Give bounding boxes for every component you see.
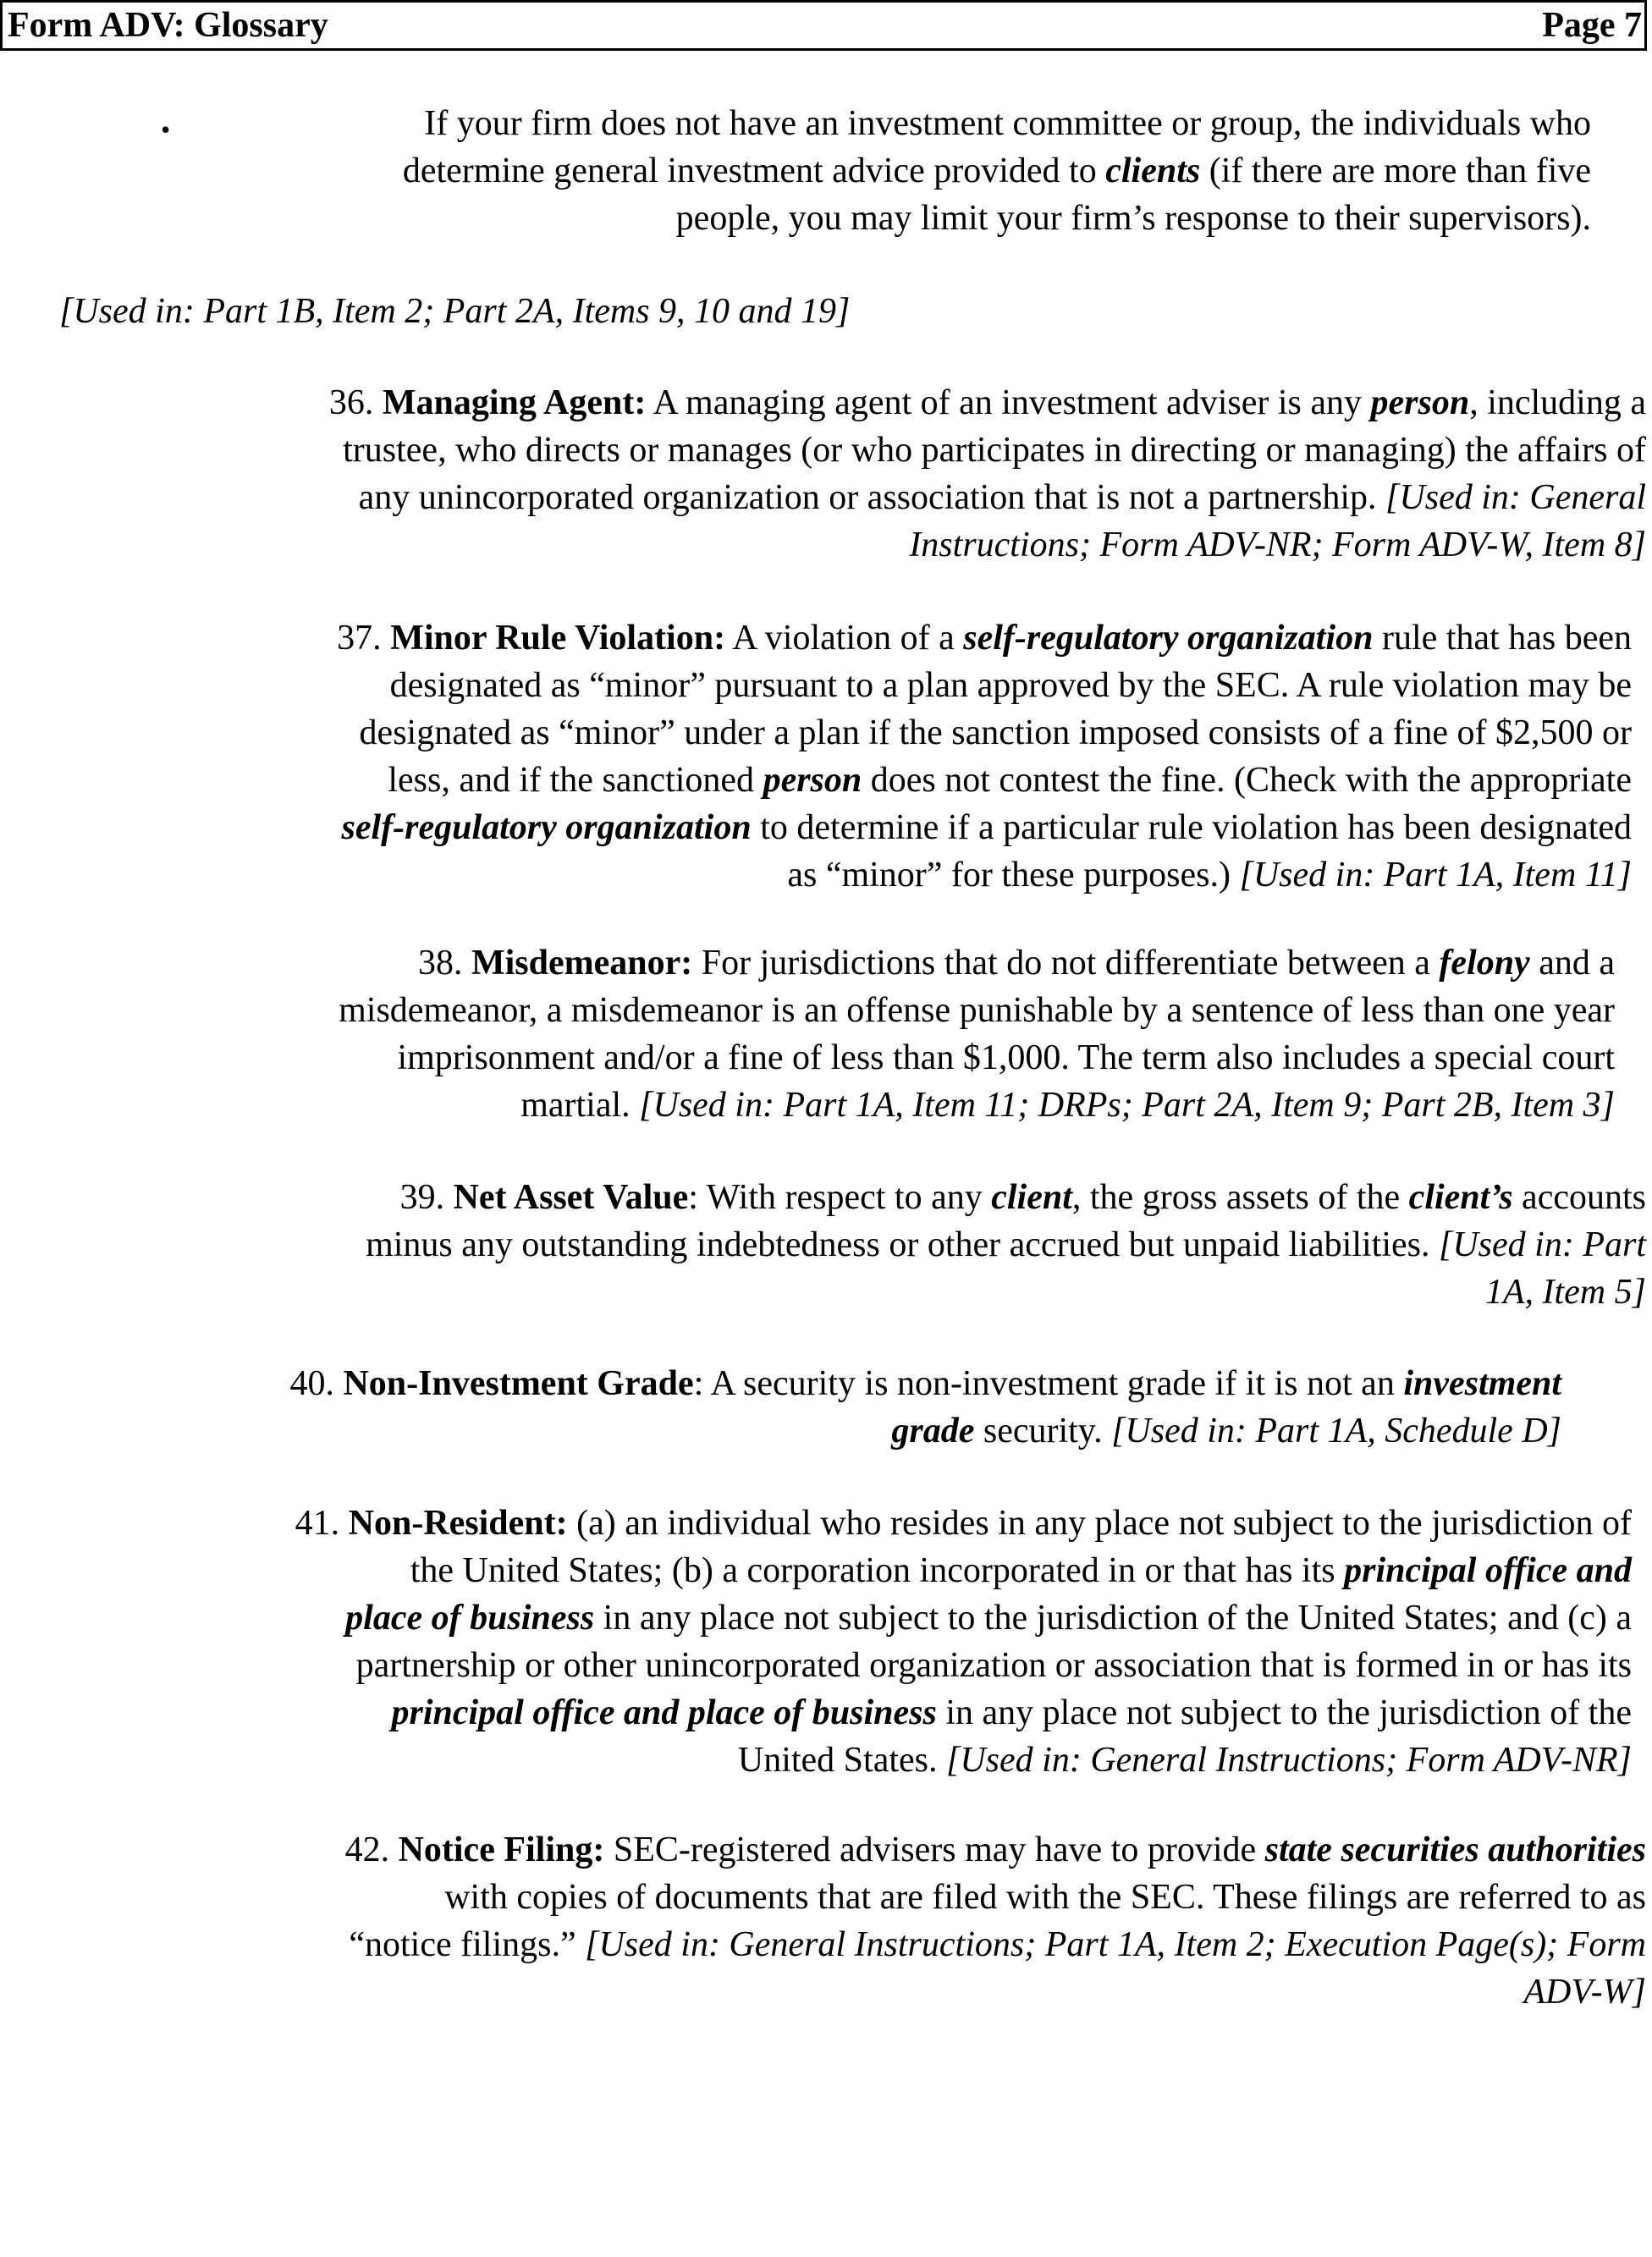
entry-37-line-1: 37. Minor Rule Violation: A violation of a self-regulatory organization rule that has been [337,619,1632,658]
term-title: Net Asset Value [453,1178,689,1217]
glossary-entry-42 [51,1826,1646,2016]
glossary-entry-41 [51,1500,1632,1784]
header-title: Form ADV: Glossary [8,6,328,45]
entry-39-line-1: 39. Net Asset Value: With respect to any client, the gross assets of the client’s accounts [399,1178,1646,1217]
entry-41-line-1: 41. Non-Resident: (a) an individual who resides in any place not subject to the jurisdiction of [295,1504,1632,1543]
entry-41-line-2: the United States; (b) a corporation incorporated in or that has its principal office and [410,1551,1632,1590]
term-title: Non-Resident: [348,1504,568,1543]
entry-37-line-4: less, and if the sanctioned person does not contest the fine. (Check with the appropriate [388,761,1632,800]
entry-37-line-2: designated as “minor” pursuant to a plan approved by the SEC. A rule violation may be [389,666,1632,705]
entry-41-line-3: place of business in any place not subject to the jurisdiction of the United States; and (c) a [345,1599,1632,1638]
entry-42-line-3: “notice filings.” [Used in: General Instructions; Part 1A, Item 2; Execution Page(s); Form [349,1925,1646,1964]
entry-42-line-4: ADV-W] [1523,1973,1646,2012]
glossary-entry-36 [51,379,1646,569]
entry-38-line-4: martial. [Used in: Part 1A, Item 11; DRPs; Part 2A, Item 9; Part 2B, Item 3] [520,1086,1615,1125]
entry-39-line-3: 1A, Item 5] [1484,1273,1646,1312]
entry-41-line-4: partnership or other unincorporated organization or association that is formed in or has its [355,1646,1632,1685]
entry-42-line-1: 42. Notice Filing: SEC-registered advisers may have to provide state securities authorities [344,1830,1646,1869]
bullet-line-3: people, you may limit your firm’s response to their supervisors). [675,199,1591,238]
entry-36-line-1: 36. Managing Agent: A managing agent of an investment adviser is any person, including a [328,383,1646,422]
entry-42-line-2: with copies of documents that are filed with the SEC. These filings are referred to as [444,1878,1646,1917]
entry-36-line-3: any unincorporated organization or association that is not a partnership. [Used in: General [358,478,1646,517]
entry-40-line-1: 40. Non-Investment Grade: A security is non-investment grade if it is not an investment [289,1364,1561,1403]
entry-38-line-3: imprisonment and/or a fine of less than $1,000. The term also includes a special court [397,1038,1615,1077]
entry-37-line-5: self-regulatory organization to determine if a particular rule violation has been designated [341,808,1632,847]
used-in-reference: [Used in: Part 1B, Item 2; Part 2A, Items 9, 10 and 19] [59,292,851,331]
bullet-icon: • [161,114,171,145]
page-header [0,0,1647,51]
glossary-entry-37 [51,614,1632,899]
bullet-line-1: If your firm does not have an investment committee or group, the individuals who [424,104,1591,143]
glossary-entry-40 [51,1360,1561,1455]
glossary-entry-39 [51,1174,1646,1316]
term-title: Minor Rule Violation: [390,619,726,658]
entry-37-line-3: designated as “minor” under a plan if the sanction imposed consists of a fine of $2,500 or [359,713,1632,752]
entry-36-line-2: trustee, who directs or manages (or who participates in directing or managing) the affairs of [343,431,1646,470]
term-title: Managing Agent: [382,383,647,422]
glossary-entry-38 [51,939,1615,1129]
entry-37-line-6: as “minor” for these purposes.) [Used in: Part 1A, Item 11] [787,856,1632,895]
entry-39-line-2: minus any outstanding indebtedness or other accrued but unpaid liabilities. [Used in: Part [366,1225,1646,1264]
entry-41-line-6: United States. [Used in: General Instructions; Form ADV-NR] [737,1741,1632,1780]
bullet-paragraph [152,100,1591,242]
defined-term: clients [1105,151,1201,190]
term-title: Notice Filing: [398,1830,605,1869]
term-title: Misdemeanor: [471,944,693,983]
entry-38-line-2: misdemeanor, a misdemeanor is an offense punishable by a sentence of less than one year [339,991,1615,1030]
entry-41-line-5: principal office and place of business in any place not subject to the jurisdiction of the [391,1693,1632,1732]
entry-40-line-2: grade security. [Used in: Part 1A, Schedule D] [891,1412,1561,1451]
term-title: Non-Investment Grade [343,1364,694,1403]
bullet-line-2: determine general investment advice provided to clients (if there are more than five [402,151,1591,190]
entry-36-line-4: Instructions; Form ADV-NR; Form ADV-W, Item 8] [909,526,1646,564]
entry-38-line-1: 38. Misdemeanor: For jurisdictions that do not differentiate between a felony and a [417,944,1615,983]
page-number: Page 7 [1542,6,1642,45]
